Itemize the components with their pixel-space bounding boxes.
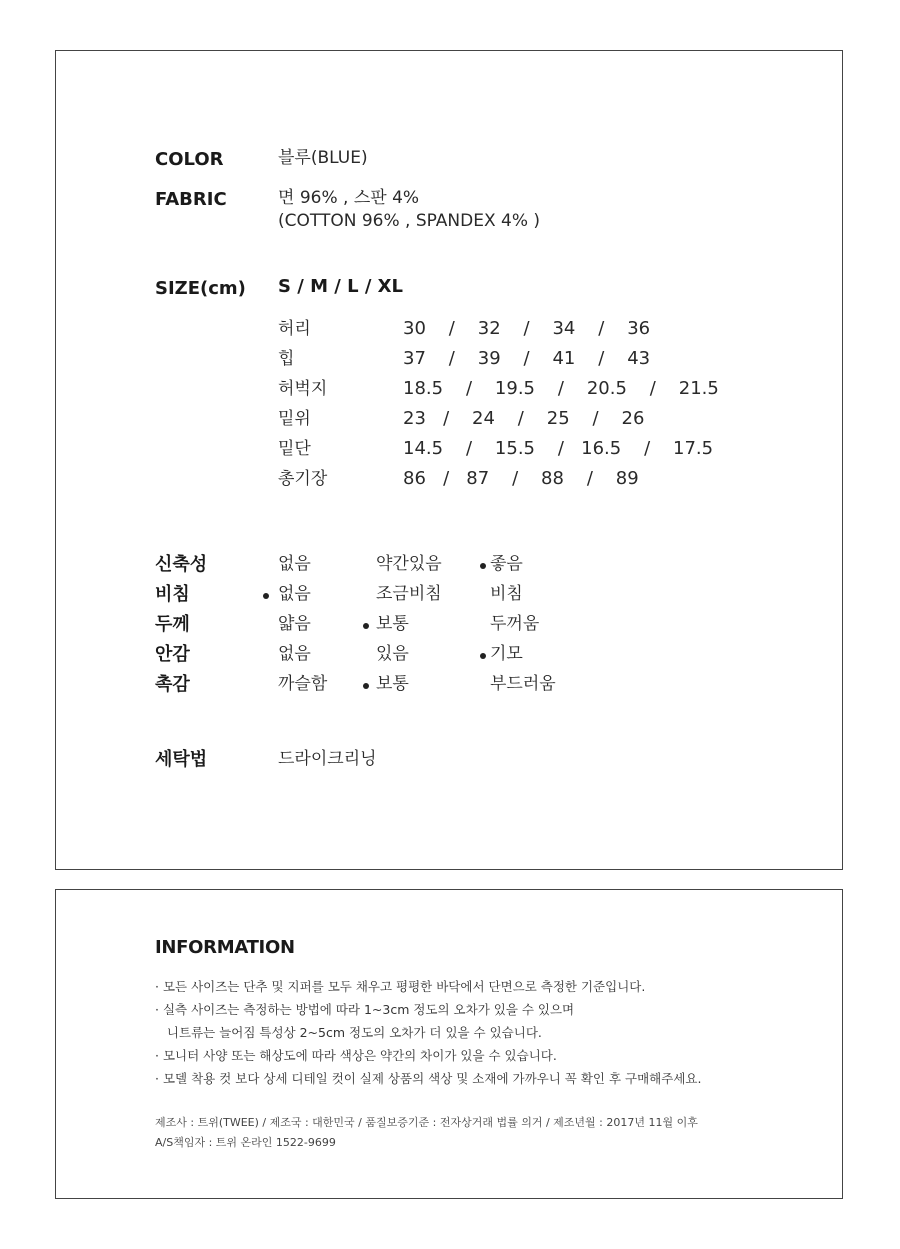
property-option: 까슬함 [278,674,328,694]
measure-values: 37 / 39 / 41 / 43 [403,348,651,369]
measure-values: 23 / 24 / 25 / 26 [403,408,645,429]
fabric-value-korean: 면 96% , 스판 4% [278,188,420,208]
measure-name: 총기장 [278,469,328,489]
product-spec-panel [55,50,843,870]
property-option-selected: 좋음 [490,554,523,574]
property-option: 비침 [490,584,523,604]
size-value: S / M / L / XL [278,276,404,297]
measure-name: 허리 [278,319,311,339]
information-title: INFORMATION [155,937,295,958]
property-option: 부드러움 [490,674,556,694]
property-label: 비침 [155,584,190,605]
size-label: SIZE(cm) [155,278,246,299]
info-line: · 실측 사이즈는 측정하는 방법에 따라 1~3cm 정도의 오차가 있을 수 있으며 [155,1002,575,1017]
selected-bullet-icon [263,593,269,599]
property-option: 약간있음 [376,554,442,574]
measure-values: 30 / 32 / 34 / 36 [403,318,651,339]
color-label: COLOR [155,149,224,170]
as-contact-info: A/S책임자 : 트위 온라인 1522-9699 [155,1136,336,1149]
property-option-selected: 보통 [376,674,409,694]
property-option: 있음 [376,644,409,664]
information-panel [55,889,843,1199]
measure-name: 밑위 [278,409,311,429]
selected-bullet-icon [363,623,369,629]
property-option-selected: 기모 [490,644,523,664]
selected-bullet-icon [480,563,486,569]
measure-values: 86 / 87 / 88 / 89 [403,468,639,489]
measure-name: 허벅지 [278,379,328,399]
manufacturer-info: 제조사 : 트위(TWEE) / 제조국 : 대한민국 / 품질보증기준 : 전자상거래 법률 의거 / 제조년월 : 2017년 11월 이후 [155,1116,698,1129]
color-value: 블루(BLUE) [278,148,368,168]
property-option: 조금비침 [376,584,442,604]
property-label: 안감 [155,644,190,665]
fabric-value-english: (COTTON 96% , SPANDEX 4% ) [278,211,541,231]
property-option-selected: 보통 [376,614,409,634]
info-line: 니트류는 늘어짐 특성상 2~5cm 정도의 오차가 더 있을 수 있습니다. [155,1025,542,1040]
info-line: · 모니터 사양 또는 해상도에 따라 색상은 약간의 차이가 있을 수 있습니다. [155,1048,557,1063]
selected-bullet-icon [480,653,486,659]
info-line: · 모든 사이즈는 단추 및 지퍼를 모두 채우고 평평한 바닥에서 단면으로 측정한 기준입니다. [155,979,646,994]
measure-values: 14.5 / 15.5 / 16.5 / 17.5 [403,438,714,459]
property-option-selected: 없음 [278,584,311,604]
measure-name: 밑단 [278,439,311,459]
wash-label: 세탁법 [155,749,208,770]
measure-values: 18.5 / 19.5 / 20.5 / 21.5 [403,378,719,399]
property-option: 두꺼움 [490,614,540,634]
property-option: 없음 [278,644,311,664]
measure-name: 힙 [278,349,295,369]
info-line: · 모델 착용 컷 보다 상세 디테일 컷이 실제 상품의 색상 및 소재에 가까우니 꼭 확인 후 구매해주세요. [155,1071,702,1086]
property-option: 없음 [278,554,311,574]
property-label: 촉감 [155,674,190,695]
property-option: 얇음 [278,614,311,634]
fabric-label: FABRIC [155,189,227,210]
selected-bullet-icon [363,683,369,689]
property-label: 신축성 [155,554,208,575]
wash-value: 드라이크리닝 [278,749,377,769]
property-label: 두께 [155,614,190,635]
